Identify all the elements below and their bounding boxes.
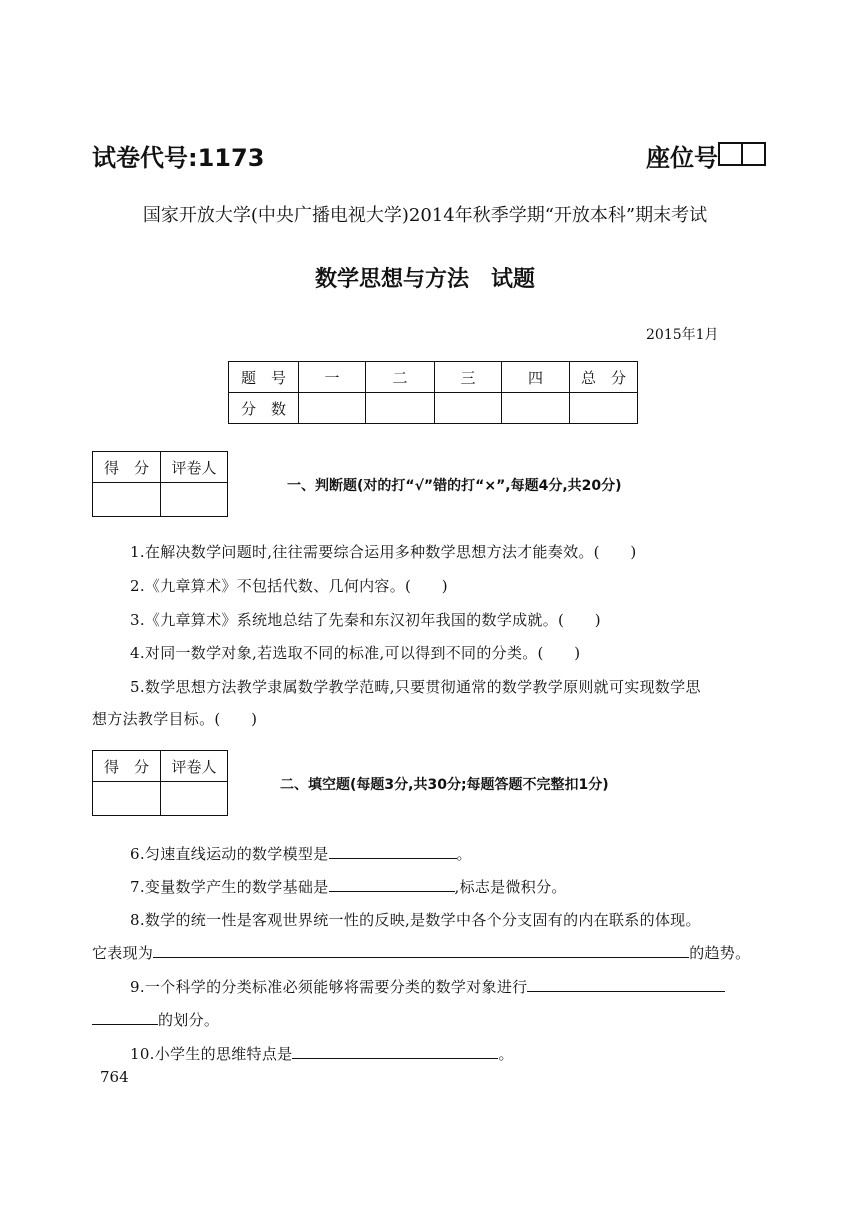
question-9-text: 9.一个科学的分类标准必须能够将需要分类的数学对象进行 — [130, 978, 528, 996]
question-9-line2 — [92, 1009, 219, 1030]
section2-title: 二、填空题(每题3分,共30分;每题答题不完整扣1分) — [280, 777, 609, 793]
score-table-empty-cell — [299, 393, 366, 424]
score-table-cell: 一 — [299, 362, 366, 393]
question-1: 1.在解决数学问题时,往往需要综合运用多种数学思想方法才能奏效。( ) — [130, 543, 637, 561]
score-table-cell: 总 分 — [570, 362, 638, 393]
score-table-header-row — [229, 362, 638, 393]
score-table-cell: 四 — [502, 362, 570, 393]
question-10-end: 。 — [498, 1045, 514, 1063]
score-table-score-row — [229, 393, 638, 424]
grader-score-label: 得 分 — [93, 452, 161, 483]
score-table-cell: 三 — [435, 362, 502, 393]
question-10-text: 10.小学生的思维特点是 — [130, 1045, 293, 1063]
question-10 — [130, 1043, 514, 1064]
question-2: 2.《九章算术》不包括代数、几何内容。( ) — [130, 577, 448, 595]
answer-blank[interactable] — [292, 1044, 498, 1059]
question-7-text: 7.变量数学产生的数学基础是 — [130, 878, 329, 896]
exam-title: 数学思想与方法 试题 — [314, 267, 535, 292]
answer-blank[interactable] — [153, 943, 689, 958]
question-5-line2: 想方法教学目标。( ) — [92, 710, 258, 728]
score-table-empty-cell — [502, 393, 570, 424]
grader-box-section2 — [92, 750, 228, 816]
score-table-cell: 分 数 — [229, 393, 299, 424]
question-9-end: 的划分。 — [158, 1011, 220, 1029]
question-5-line1: 5.数学思想方法教学隶属数学教学范畴,只要贯彻通常的数学教学原则就可实现数学思 — [130, 678, 701, 696]
score-table-empty-cell — [366, 393, 435, 424]
question-3: 3.《九章算术》系统地总结了先秦和东汉初年我国的数学成就。( ) — [130, 611, 601, 629]
question-6 — [130, 843, 472, 864]
score-table — [228, 361, 638, 424]
exam-date: 2015年1月 — [646, 327, 719, 343]
page-number: 764 — [100, 1068, 129, 1086]
score-table-empty-cell — [570, 393, 638, 424]
question-8-line1: 8.数学的统一性是客观世界统一性的反映,是数学中各个分支固有的内在联系的体现。 — [130, 911, 701, 929]
score-table-cell: 二 — [366, 362, 435, 393]
question-6-text: 6.匀速直线运动的数学模型是 — [130, 845, 329, 863]
question-8-end: 的趋势。 — [689, 944, 751, 962]
question-6-end: 。 — [456, 845, 472, 863]
question-9-line1 — [130, 976, 725, 997]
grader-empty-cell — [93, 483, 161, 517]
answer-blank[interactable] — [92, 1010, 158, 1025]
exam-subtitle: 国家开放大学(中央广播电视大学)2014年秋季学期“开放本科”期末考试 — [142, 205, 708, 226]
grader-reviewer-label: 评卷人 — [161, 751, 228, 782]
seat-number-label: 座位号 — [646, 144, 718, 172]
question-8-text: 它表现为 — [92, 944, 154, 962]
grader-empty-cell — [93, 782, 161, 816]
score-table-empty-cell — [435, 393, 502, 424]
grader-score-label: 得 分 — [93, 751, 161, 782]
grader-empty-cell — [161, 782, 228, 816]
answer-blank[interactable] — [329, 877, 455, 892]
question-7-end: ,标志是微积分。 — [454, 878, 567, 896]
grader-empty-cell — [161, 483, 228, 517]
score-table-cell: 题 号 — [229, 362, 299, 393]
question-4: 4.对同一数学对象,若选取不同的标准,可以得到不同的分类。( ) — [130, 644, 581, 662]
answer-blank[interactable] — [329, 844, 457, 859]
question-8-line2 — [92, 942, 750, 963]
question-7 — [130, 876, 567, 897]
answer-blank[interactable] — [527, 977, 725, 992]
paper-code: 试卷代号:1173 — [92, 144, 265, 172]
grader-box-section1 — [92, 451, 228, 517]
grader-reviewer-label: 评卷人 — [161, 452, 228, 483]
section1-title: 一、判断题(对的打“√”错的打“×”,每题4分,共20分) — [287, 478, 622, 494]
seat-number-box — [718, 142, 766, 166]
